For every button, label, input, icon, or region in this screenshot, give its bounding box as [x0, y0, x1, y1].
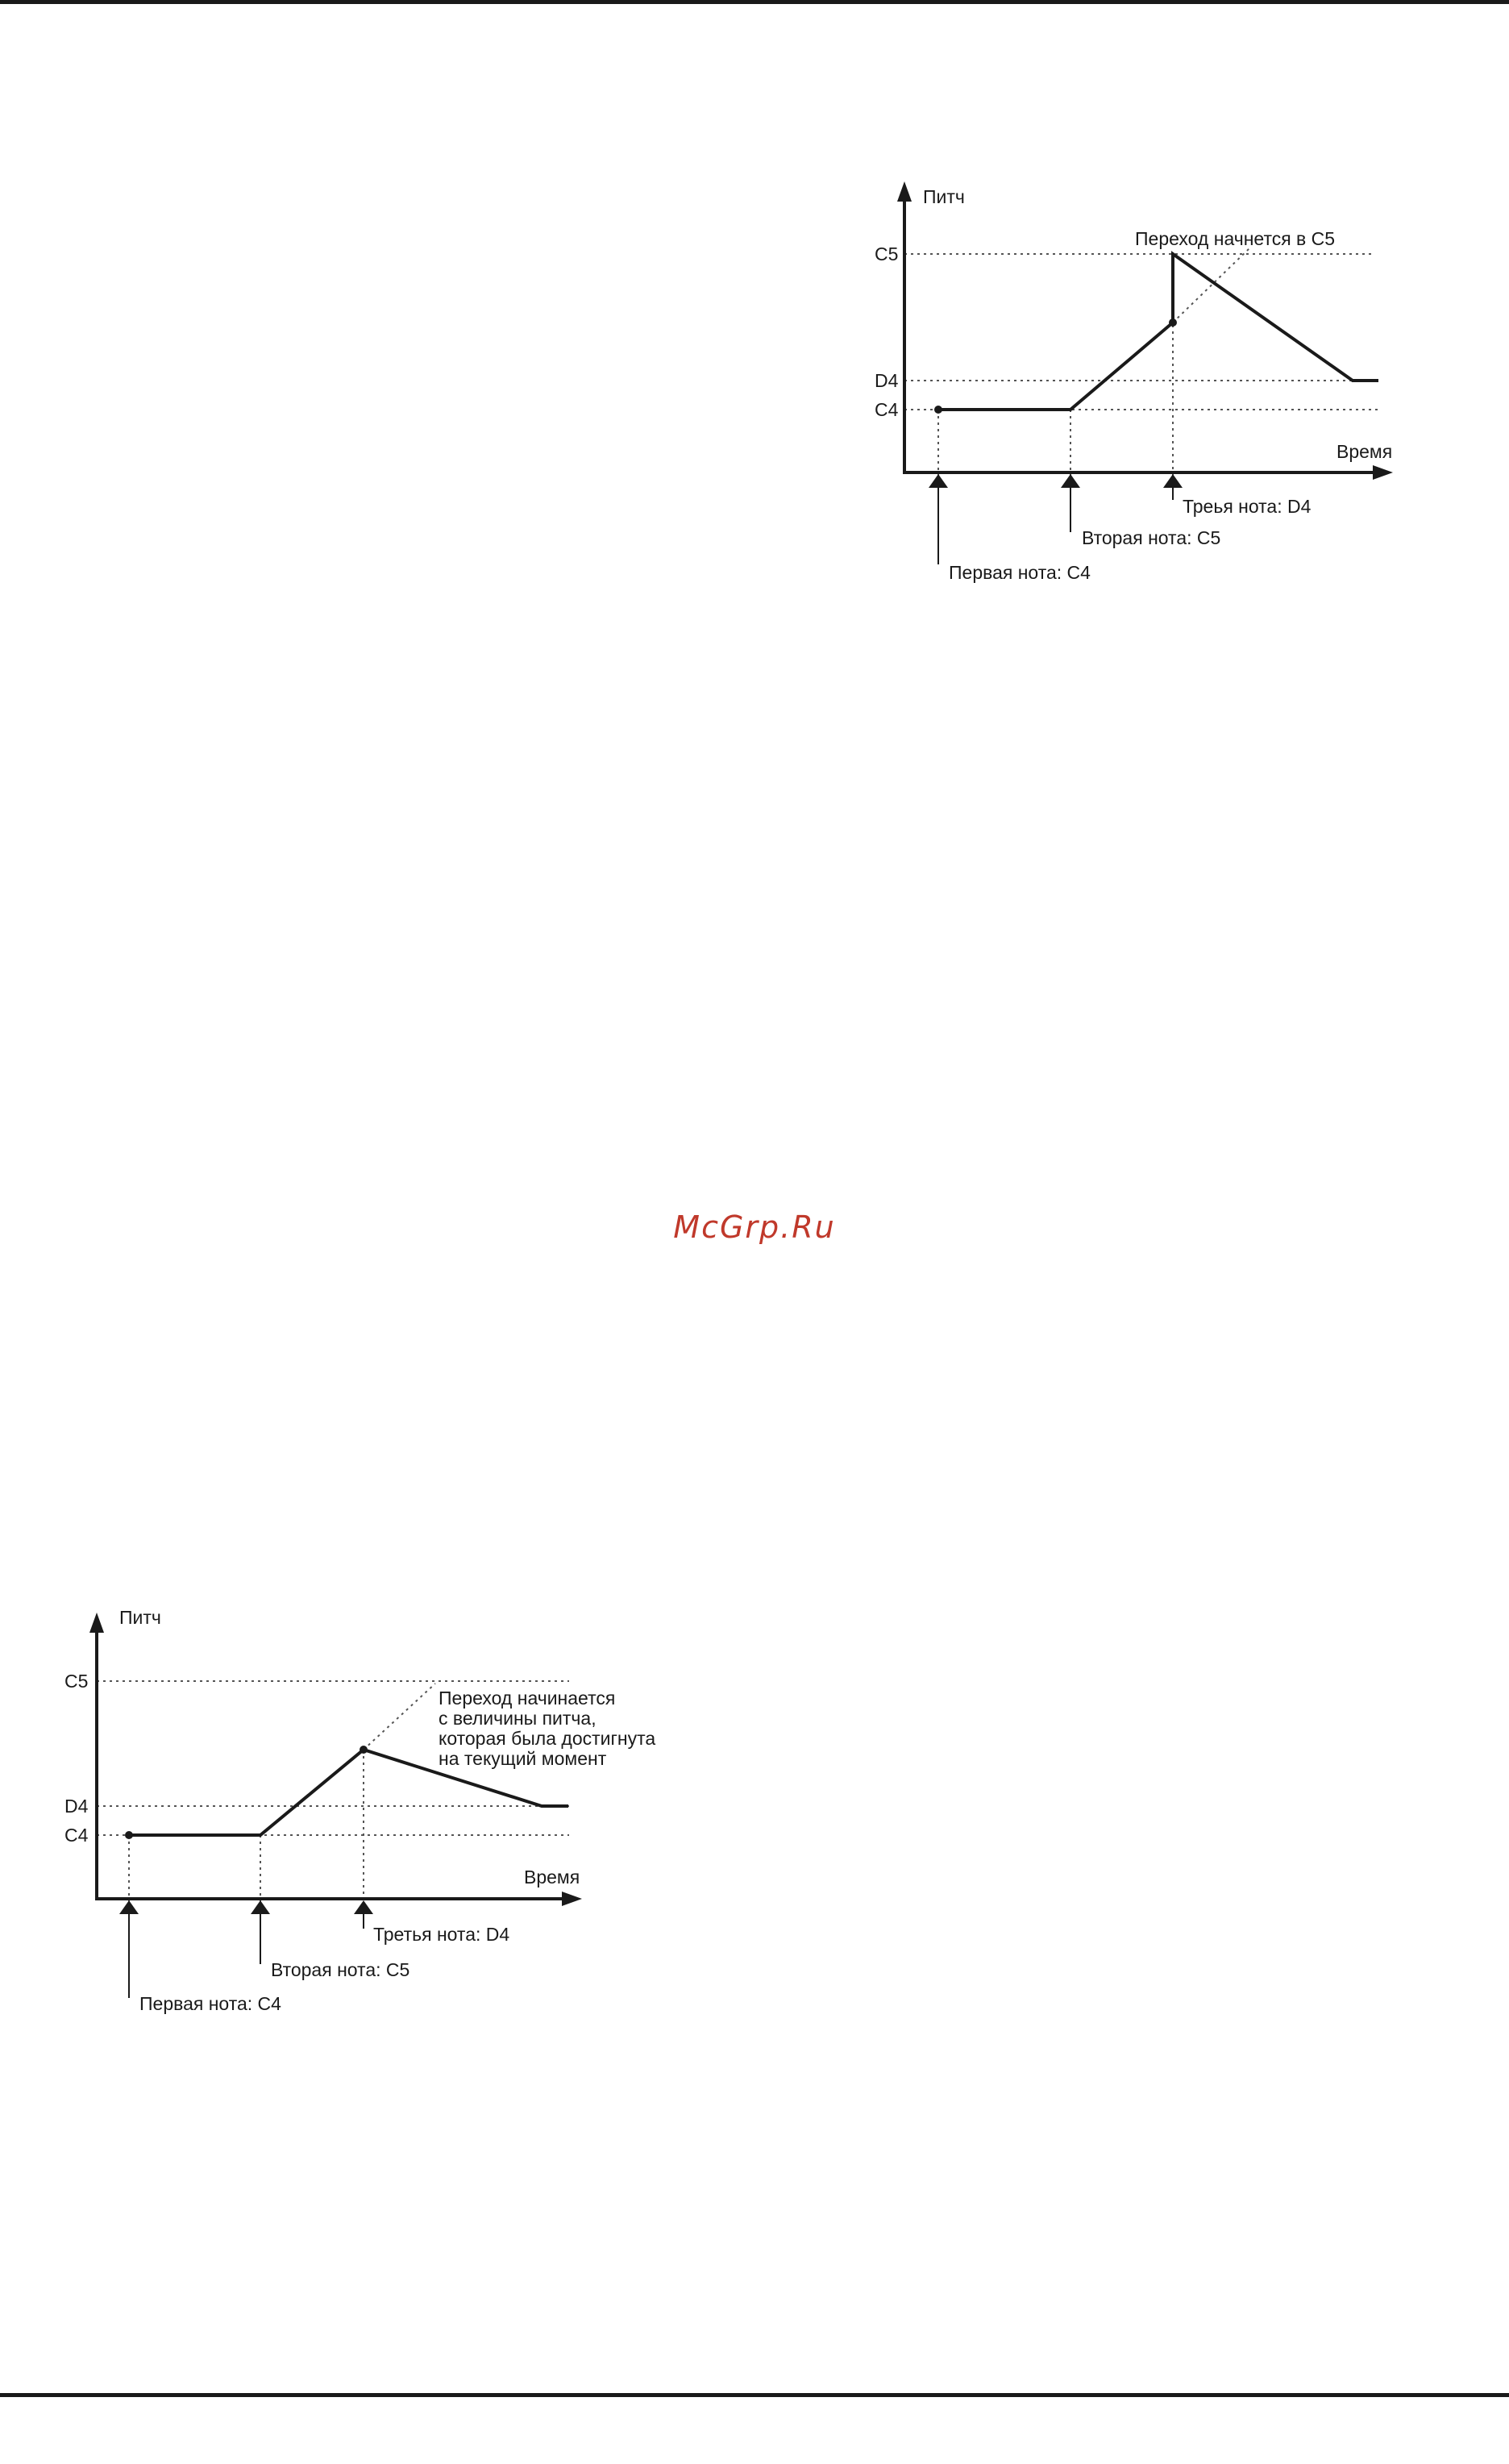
note2-label: Вторая нота: C5 [1082, 527, 1221, 548]
pitch-label-c4: C4 [64, 1825, 89, 1846]
note3-label: Треья нота: D4 [1183, 496, 1312, 517]
x-axis-label: Время [524, 1867, 580, 1888]
note2-marker-icon [251, 1900, 270, 1914]
note3-label: Третья нота: D4 [373, 1924, 510, 1945]
pitch-label-d4: D4 [64, 1796, 89, 1817]
pitch-label-c4: C4 [875, 399, 899, 420]
pitch-label-d4: D4 [875, 370, 899, 391]
note3-marker-icon [354, 1900, 373, 1914]
bottom-rule [0, 2393, 1509, 2397]
transition-annotation-line-4: на текущий момент [439, 1748, 607, 1769]
y-axis-label: Питч [119, 1607, 161, 1628]
interrupt-point [360, 1746, 368, 1754]
extension-guide-line [364, 1684, 435, 1750]
pitch-label-c5: C5 [64, 1671, 89, 1692]
x-axis-arrow-icon [562, 1892, 582, 1906]
watermark: McGrp.Ru [673, 1209, 836, 1245]
note1-label: Первая нота: C4 [139, 1993, 281, 2014]
note1-marker-icon [119, 1900, 139, 1914]
x-axis-label: Время [1336, 441, 1393, 462]
pitch-label-c5: C5 [875, 243, 899, 264]
note2-label: Вторая нота: C5 [271, 1959, 410, 1980]
transition-annotation-line-3: которая была достигнута [439, 1728, 656, 1749]
transition-annotation: Переход начнется в C5 [1135, 228, 1336, 249]
transition-annotation-line-2: с величины питча, [439, 1708, 597, 1729]
start-point [125, 1831, 133, 1839]
transition-annotation-line-1: Переход начинается [439, 1688, 616, 1709]
note1-label: Первая нота: C4 [949, 562, 1091, 583]
y-axis-label: Питч [923, 186, 965, 207]
y-axis-arrow-icon [89, 1613, 104, 1633]
